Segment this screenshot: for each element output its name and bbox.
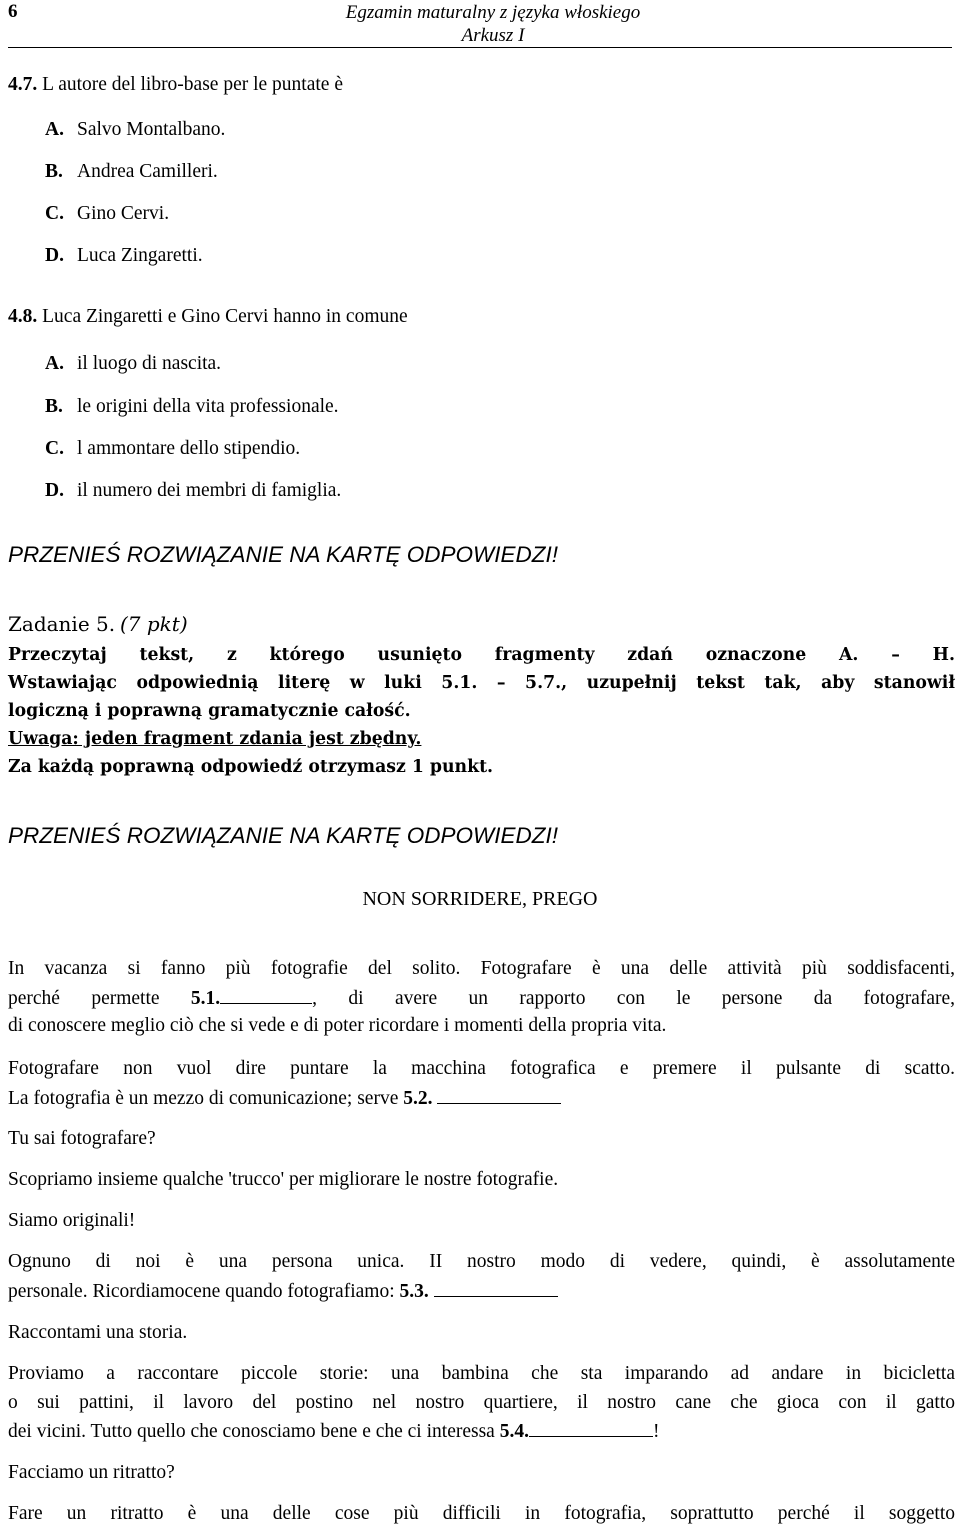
task-5-heading — [8, 612, 188, 637]
option-text: le origini della vita professionale. — [77, 396, 339, 417]
text-segment: perché permette — [8, 988, 160, 1009]
option-label: B. — [45, 396, 63, 417]
option-text: Luca Zingaretti. — [77, 245, 203, 266]
page-number: 6 — [8, 1, 18, 22]
transfer-answers-banner-2: PRZENIEŚ ROZWIĄZANIE NA KARTĘ ODPOWIEDZI! — [8, 823, 559, 848]
gap-5-1 — [191, 988, 955, 1009]
option-text: Gino Cervi. — [77, 203, 170, 224]
gap-5-4-line — [529, 1420, 653, 1437]
question-text: L autore del libro-base per le puntate è — [42, 74, 343, 95]
task-scoring: Za każdą poprawną odpowiedź otrzymasz 1 punkt. — [8, 757, 494, 777]
option-4-8-a — [45, 353, 221, 375]
gap-5-3-line — [434, 1280, 558, 1297]
article-p1-line-2 — [8, 987, 955, 1010]
gap-label: 5.4. — [499, 1421, 529, 1442]
question-text: Luca Zingaretti e Gino Cervi hanno in comune — [42, 306, 408, 327]
gap-label: 5.2. — [403, 1088, 433, 1109]
option-text: il numero dei membri di famiglia. — [77, 480, 342, 501]
question-number: 4.7. — [8, 74, 38, 95]
page-header — [8, 0, 952, 48]
article-p5-line-3 — [8, 1420, 659, 1443]
article-title: NON SORRIDERE, PREGO — [362, 888, 598, 910]
article-heading-4: Facciamo un ritratto? — [8, 1462, 175, 1483]
gap-line — [220, 987, 312, 1004]
question-number: 4.8. — [8, 306, 38, 327]
task-points: (7 pkt) — [119, 612, 188, 636]
option-4-7-d — [45, 245, 203, 267]
option-label: C. — [45, 203, 64, 224]
gap-label: 5.3. — [399, 1281, 429, 1302]
option-text: l ammontare dello stipendio. — [77, 438, 301, 459]
text-segment: dei vicini. Tutto quello che conosciamo bene e che ci interessa — [8, 1421, 495, 1442]
article-p1-line-3: di conoscere meglio ciò che si vede e di poter ricordare i momenti della propria vita. — [8, 1015, 667, 1036]
task-instruction-line-2: Wstawiając odpowiednią literę w luki 5.1. – 5.7., uzupełnij tekst tak, aby stanowił — [8, 673, 955, 693]
option-label: A. — [45, 353, 64, 374]
option-4-8-b — [45, 396, 339, 418]
transfer-answers-banner: PRZENIEŚ ROZWIĄZANIE NA KARTĘ ODPOWIEDZI! — [8, 542, 559, 567]
text-segment: La fotografia è un mezzo di comunicazione; serve — [8, 1088, 399, 1109]
task-instruction-line-3: logiczną i poprawną gramatycznie całość. — [8, 701, 411, 721]
option-4-8-d — [45, 480, 341, 502]
option-label: A. — [45, 119, 64, 140]
article-heading-1: Tu sai fotografare? — [8, 1128, 156, 1149]
header-title — [328, 1, 658, 47]
article-p2-line-2 — [8, 1087, 561, 1110]
article-p5-line-1: Proviamo a raccontare piccole storie: una bambina che sta imparando ad andare in bicicletta — [8, 1363, 955, 1384]
article-p4-line-1: Ognuno di noi è una persona unica. II nostro modo di vedere, quindi, è assolutamente — [8, 1251, 955, 1272]
article-heading-2: Siamo originali! — [8, 1210, 136, 1231]
option-label: C. — [45, 438, 64, 459]
option-label: D. — [45, 245, 64, 266]
text-segment: , di avere un rapporto con le persone da fotografare, — [312, 988, 956, 1009]
gap-5-2-line — [437, 1087, 561, 1104]
option-text: Andrea Camilleri. — [77, 161, 218, 182]
option-4-7-c — [45, 203, 169, 225]
exam-title: Egzamin maturalny z języka włoskiego — [345, 2, 641, 23]
sheet-label: Arkusz I — [461, 25, 525, 46]
article-p5-line-2: o sui pattini, il lavoro del postino nel nostro quartiere, il nostro cane che gioca con il gatto — [8, 1392, 955, 1413]
option-4-8-c — [45, 438, 300, 460]
text-segment: personale. Ricordiamocene quando fotografiamo: — [8, 1281, 395, 1302]
option-text: il luogo di nascita. — [77, 353, 222, 374]
option-4-7-b — [45, 161, 218, 183]
question-4-7 — [8, 74, 343, 96]
task-warning: Uwaga: jeden fragment zdania jest zbędny. — [8, 729, 422, 749]
article-p6-line-1: Fare un ritratto è una delle cose più difficili in fotografia, soprattutto perché il soggetto — [8, 1503, 955, 1524]
task-title: Zadanie 5. — [8, 612, 116, 636]
text-segment: ! — [652, 1421, 660, 1442]
article-p2-line-1: Fotografare non vuol dire puntare la macchina fotografica e premere il pulsante di scatto. — [8, 1058, 955, 1079]
option-label: B. — [45, 161, 63, 182]
option-4-7-a — [45, 119, 225, 141]
option-label: D. — [45, 480, 64, 501]
option-text: Salvo Montalbano. — [77, 119, 226, 140]
task-instruction-line-1: Przeczytaj tekst, z którego usunięto fragmenty zdań oznaczone A. – H. — [8, 645, 955, 665]
article-p1-line-1: In vacanza si fanno più fotografie del solito. Fotografare è una delle attività più soddisfacenti, — [8, 958, 955, 979]
article-p3: Scopriamo insieme qualche 'trucco' per migliorare le nostre fotografie. — [8, 1169, 559, 1190]
article-heading-3: Raccontami una storia. — [8, 1322, 188, 1343]
article-p4-line-2 — [8, 1280, 558, 1303]
gap-label: 5.1. — [190, 988, 221, 1009]
question-4-8 — [8, 306, 408, 328]
